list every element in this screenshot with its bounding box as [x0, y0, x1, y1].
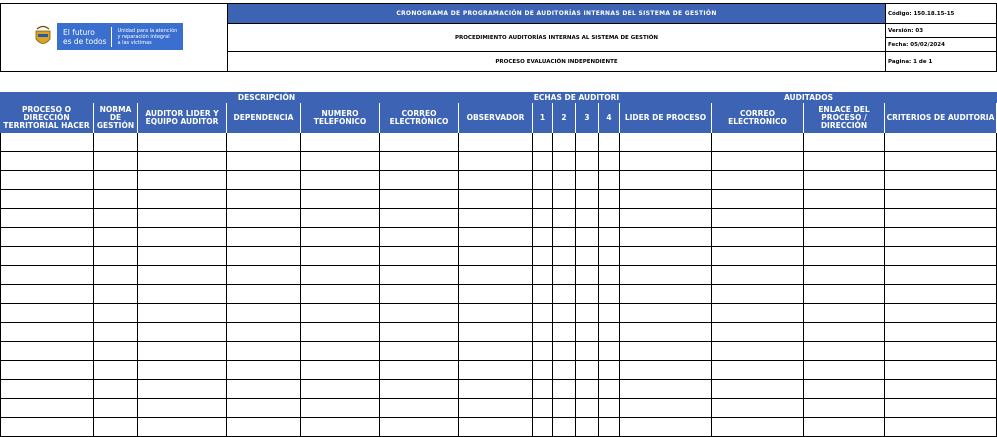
group-descripcion: DESCRIPCIÓN — [0, 92, 533, 103]
table-cell[interactable] — [599, 323, 620, 342]
table-cell[interactable] — [301, 380, 380, 399]
table-cell[interactable] — [459, 171, 533, 190]
table-cell[interactable] — [576, 399, 599, 418]
table-cell[interactable] — [576, 247, 599, 266]
table-cell[interactable] — [576, 171, 599, 190]
table-cell[interactable] — [138, 190, 227, 209]
table-cell[interactable] — [138, 380, 227, 399]
table-cell[interactable] — [94, 342, 138, 361]
logo-divider — [111, 27, 112, 47]
table-cell[interactable] — [599, 190, 620, 209]
table-cell[interactable] — [576, 266, 599, 285]
table-cell[interactable] — [553, 152, 576, 171]
table-cell[interactable] — [138, 342, 227, 361]
table-cell[interactable] — [227, 247, 301, 266]
table-cell[interactable] — [138, 285, 227, 304]
process-title: PROCESO EVALUACIÓN INDEPENDIENTE — [227, 51, 886, 72]
table-cell[interactable] — [553, 342, 576, 361]
table-cell[interactable] — [533, 304, 553, 323]
coat-of-arms-icon — [33, 25, 53, 49]
table-cell[interactable] — [380, 209, 459, 228]
table-cell[interactable] — [576, 152, 599, 171]
table-cell[interactable] — [0, 399, 94, 418]
table-cell[interactable] — [804, 304, 885, 323]
table-cell[interactable] — [599, 399, 620, 418]
column-header: 2 — [553, 103, 576, 133]
table-cell[interactable] — [301, 361, 380, 380]
column-header: NUMERO TELEFONICO — [301, 103, 380, 133]
table-cell[interactable] — [620, 285, 712, 304]
table-cell[interactable] — [620, 190, 712, 209]
table-cell[interactable] — [138, 152, 227, 171]
table-cell[interactable] — [380, 285, 459, 304]
table-cell[interactable] — [712, 418, 804, 437]
table-cell[interactable] — [459, 342, 533, 361]
table-cell[interactable] — [620, 342, 712, 361]
table-cell[interactable] — [380, 399, 459, 418]
table-cell[interactable] — [804, 285, 885, 304]
column-header: AUDITOR LIDER Y EQUIPO AUDITOR — [138, 103, 227, 133]
table-cell[interactable] — [227, 171, 301, 190]
table-cell[interactable] — [712, 133, 804, 152]
table-cell[interactable] — [804, 380, 885, 399]
table-cell[interactable] — [138, 418, 227, 437]
column-header: OBSERVADOR — [459, 103, 533, 133]
logo-banner — [57, 23, 183, 50]
table-cell[interactable] — [380, 266, 459, 285]
table-cell[interactable] — [380, 342, 459, 361]
table-cell[interactable] — [227, 304, 301, 323]
table-cell[interactable] — [804, 228, 885, 247]
table-cell[interactable] — [712, 209, 804, 228]
table-cell[interactable] — [380, 190, 459, 209]
table-cell[interactable] — [459, 304, 533, 323]
table-cell[interactable] — [620, 171, 712, 190]
table-cell[interactable] — [712, 361, 804, 380]
table-cell[interactable] — [804, 209, 885, 228]
table-cell[interactable] — [533, 152, 553, 171]
table-cell[interactable] — [94, 361, 138, 380]
table-cell[interactable] — [712, 228, 804, 247]
table-cell[interactable] — [227, 133, 301, 152]
table-cell[interactable] — [804, 190, 885, 209]
table-cell[interactable] — [0, 323, 94, 342]
table-cell[interactable] — [459, 285, 533, 304]
table-cell[interactable] — [0, 285, 94, 304]
table-cell[interactable] — [885, 152, 997, 171]
table-cell[interactable] — [0, 342, 94, 361]
table-cell[interactable] — [94, 171, 138, 190]
table-cell[interactable] — [380, 380, 459, 399]
table-cell[interactable] — [620, 304, 712, 323]
table-cell[interactable] — [712, 399, 804, 418]
table-cell[interactable] — [712, 190, 804, 209]
table-cell[interactable] — [301, 266, 380, 285]
table-cell[interactable] — [138, 266, 227, 285]
table-cell[interactable] — [138, 323, 227, 342]
table-cell[interactable] — [301, 418, 380, 437]
table-cell[interactable] — [380, 304, 459, 323]
table-cell[interactable] — [138, 171, 227, 190]
logo-line2: es de todos — [63, 36, 107, 46]
table-cell[interactable] — [94, 399, 138, 418]
table-cell[interactable] — [712, 323, 804, 342]
table-cell[interactable] — [885, 304, 997, 323]
table-cell[interactable] — [0, 247, 94, 266]
table-cell[interactable] — [553, 323, 576, 342]
column-header: CORREO ELECTRONICO — [712, 103, 804, 133]
table-cell[interactable] — [599, 247, 620, 266]
table-cell[interactable] — [804, 361, 885, 380]
table-cell[interactable] — [227, 209, 301, 228]
table-cell[interactable] — [712, 171, 804, 190]
logo-line1: El futuro — [63, 27, 95, 37]
logo-unit — [117, 28, 177, 46]
table-cell[interactable] — [553, 171, 576, 190]
procedure-title: PROCEDIMIENTO AUDITORÍAS INTERNAS AL SISTEMA DE GESTIÓN — [227, 23, 886, 52]
table-cell[interactable] — [599, 209, 620, 228]
table-cell[interactable] — [553, 285, 576, 304]
table-cell[interactable] — [712, 342, 804, 361]
table-cell[interactable] — [553, 266, 576, 285]
table-cell[interactable] — [301, 285, 380, 304]
table-cell[interactable] — [620, 361, 712, 380]
table-cell[interactable] — [227, 266, 301, 285]
logo-sub2: y reparación integral — [117, 33, 170, 40]
table-cell[interactable] — [599, 361, 620, 380]
table-cell[interactable] — [599, 285, 620, 304]
table-cell[interactable] — [138, 361, 227, 380]
table-cell[interactable] — [94, 418, 138, 437]
table-cell[interactable] — [712, 152, 804, 171]
table-cell[interactable] — [553, 380, 576, 399]
table-cell[interactable] — [885, 266, 997, 285]
table-cell[interactable] — [885, 247, 997, 266]
table-cell[interactable] — [94, 380, 138, 399]
table-cell[interactable] — [227, 323, 301, 342]
table-cell[interactable] — [0, 266, 94, 285]
table-cell[interactable] — [380, 152, 459, 171]
doc-version: Versión: 03 — [885, 23, 997, 38]
table-cell[interactable] — [533, 399, 553, 418]
table-cell[interactable] — [804, 247, 885, 266]
table-cell[interactable] — [576, 304, 599, 323]
table-cell[interactable] — [712, 266, 804, 285]
table-cell[interactable] — [804, 342, 885, 361]
table-cell[interactable] — [301, 190, 380, 209]
table-cell[interactable] — [576, 285, 599, 304]
doc-code: Código: 150.18.15-15 — [885, 3, 997, 24]
table-cell[interactable] — [301, 342, 380, 361]
logo — [33, 23, 183, 50]
table-cell[interactable] — [227, 228, 301, 247]
table-cell[interactable] — [0, 152, 94, 171]
column-header: DEPENDENCIA — [227, 103, 301, 133]
table-cell[interactable] — [553, 190, 576, 209]
table-cell[interactable] — [0, 418, 94, 437]
table-cell[interactable] — [380, 323, 459, 342]
table-cell[interactable] — [94, 266, 138, 285]
table-cell[interactable] — [553, 361, 576, 380]
column-header: PROCESO O DIRECCIÓN TERRITORIAL HACER — [0, 103, 94, 133]
table-cell[interactable] — [380, 228, 459, 247]
document-title: CRONOGRAMA DE PROGRAMACIÓN DE AUDITORÍAS INTERNAS DEL SISTEMA DE GESTIÓN — [227, 3, 886, 24]
table-cell[interactable] — [0, 171, 94, 190]
table-cell[interactable] — [138, 247, 227, 266]
table-cell[interactable] — [885, 285, 997, 304]
table-cell[interactable] — [576, 342, 599, 361]
table-cell[interactable] — [533, 380, 553, 399]
table-cell[interactable] — [576, 228, 599, 247]
table-cell[interactable] — [885, 361, 997, 380]
table-cell[interactable] — [459, 266, 533, 285]
table-cell[interactable] — [620, 418, 712, 437]
table-cell[interactable] — [459, 323, 533, 342]
doc-date: Fecha: 05/02/2024 — [885, 37, 997, 52]
table-cell[interactable] — [138, 304, 227, 323]
table-cell[interactable] — [804, 266, 885, 285]
column-header: NORMA DE GESTIÓN — [94, 103, 138, 133]
table-cell[interactable] — [380, 171, 459, 190]
table-cell[interactable] — [301, 209, 380, 228]
table-cell[interactable] — [804, 399, 885, 418]
table-cell[interactable] — [138, 209, 227, 228]
table-cell[interactable] — [553, 399, 576, 418]
table-cell[interactable] — [0, 228, 94, 247]
table-cell[interactable] — [227, 190, 301, 209]
table-cell[interactable] — [553, 133, 576, 152]
table-cell[interactable] — [94, 247, 138, 266]
table-cell[interactable] — [576, 209, 599, 228]
table-cell[interactable] — [94, 304, 138, 323]
table-cell[interactable] — [301, 152, 380, 171]
table-cell[interactable] — [533, 247, 553, 266]
table-cell[interactable] — [94, 190, 138, 209]
table-cell[interactable] — [599, 266, 620, 285]
table-cell[interactable] — [227, 399, 301, 418]
table-cell[interactable] — [459, 133, 533, 152]
table-cell[interactable] — [301, 171, 380, 190]
table-cell[interactable] — [459, 209, 533, 228]
table-cell[interactable] — [599, 380, 620, 399]
column-header: 3 — [576, 103, 599, 133]
table-cell[interactable] — [620, 133, 712, 152]
table-cell[interactable] — [599, 418, 620, 437]
table-cell[interactable] — [533, 171, 553, 190]
table-cell[interactable] — [301, 247, 380, 266]
table-cell[interactable] — [620, 399, 712, 418]
table-cell[interactable] — [885, 323, 997, 342]
logo-slogan — [63, 28, 106, 46]
table-cell[interactable] — [620, 266, 712, 285]
table-cell[interactable] — [459, 152, 533, 171]
table-cell[interactable] — [94, 133, 138, 152]
group-fechas: ECHAS DE AUDITORI — [533, 93, 620, 102]
table-cell[interactable] — [533, 418, 553, 437]
table-cell[interactable] — [94, 209, 138, 228]
table-cell[interactable] — [553, 228, 576, 247]
table-cell[interactable] — [459, 399, 533, 418]
table-cell[interactable] — [94, 152, 138, 171]
table-cell[interactable] — [712, 285, 804, 304]
doc-page: Pagina: 1 de 1 — [885, 51, 997, 72]
column-header: LIDER DE PROCESO — [620, 103, 712, 133]
table-cell[interactable] — [459, 190, 533, 209]
table-cell[interactable] — [0, 304, 94, 323]
table-cell[interactable] — [885, 342, 997, 361]
table-cell[interactable] — [533, 323, 553, 342]
table-cell[interactable] — [94, 323, 138, 342]
table-cell[interactable] — [599, 152, 620, 171]
table-cell[interactable] — [533, 228, 553, 247]
table-cell[interactable] — [804, 418, 885, 437]
table-cell[interactable] — [620, 152, 712, 171]
table-cell[interactable] — [533, 266, 553, 285]
table-cell[interactable] — [804, 133, 885, 152]
column-header: CORREO ELECTRÓNICO — [380, 103, 459, 133]
table-cell[interactable] — [459, 380, 533, 399]
column-header: 1 — [533, 103, 553, 133]
table-cell[interactable] — [599, 133, 620, 152]
table-cell[interactable] — [712, 304, 804, 323]
table-cell[interactable] — [620, 323, 712, 342]
table-cell[interactable] — [380, 361, 459, 380]
table-cell[interactable] — [380, 247, 459, 266]
table-cell[interactable] — [804, 152, 885, 171]
table-cell[interactable] — [885, 380, 997, 399]
table-cell[interactable] — [553, 304, 576, 323]
table-cell[interactable] — [885, 418, 997, 437]
table-cell[interactable] — [885, 190, 997, 209]
table-cell[interactable] — [227, 361, 301, 380]
table-cell[interactable] — [599, 228, 620, 247]
column-header: ENLACE DEL PROCESO / DIRECCIÓN — [804, 103, 885, 133]
table-cell[interactable] — [533, 361, 553, 380]
table-cell[interactable] — [553, 418, 576, 437]
table-cell[interactable] — [576, 133, 599, 152]
table-cell[interactable] — [227, 342, 301, 361]
table-cell[interactable] — [576, 418, 599, 437]
table-cell[interactable] — [0, 209, 94, 228]
logo-sub3: a las víctimas — [117, 39, 152, 46]
table-cell[interactable] — [380, 418, 459, 437]
table-cell[interactable] — [459, 418, 533, 437]
table-cell[interactable] — [138, 399, 227, 418]
table-cell[interactable] — [576, 361, 599, 380]
table-cell[interactable] — [301, 304, 380, 323]
table-cell[interactable] — [301, 323, 380, 342]
table-cell[interactable] — [599, 171, 620, 190]
table-cell[interactable] — [885, 209, 997, 228]
table-cell[interactable] — [138, 133, 227, 152]
table-cell[interactable] — [227, 418, 301, 437]
table-cell[interactable] — [227, 285, 301, 304]
table-cell[interactable] — [0, 190, 94, 209]
table-cell[interactable] — [804, 323, 885, 342]
table-cell[interactable] — [459, 361, 533, 380]
logo-sub1: Unidad para la atención — [117, 27, 178, 34]
table-cell[interactable] — [885, 399, 997, 418]
table-cell[interactable] — [0, 361, 94, 380]
table-cell[interactable] — [712, 247, 804, 266]
table-cell[interactable] — [576, 380, 599, 399]
table-cell[interactable] — [620, 228, 712, 247]
table-cell[interactable] — [885, 171, 997, 190]
column-header: 4 — [599, 103, 620, 133]
table-cell[interactable] — [533, 209, 553, 228]
table-cell[interactable] — [301, 133, 380, 152]
table-cell[interactable] — [620, 247, 712, 266]
table-cell[interactable] — [553, 209, 576, 228]
table-cell[interactable] — [533, 342, 553, 361]
table-cell[interactable] — [885, 228, 997, 247]
group-auditados: AUDITADOS — [620, 92, 997, 103]
table-cell[interactable] — [599, 304, 620, 323]
table-cell[interactable] — [599, 342, 620, 361]
table-cell[interactable] — [533, 285, 553, 304]
table-cell[interactable] — [712, 380, 804, 399]
table-cell[interactable] — [533, 133, 553, 152]
table-cell[interactable] — [94, 285, 138, 304]
table-cell[interactable] — [620, 209, 712, 228]
table-cell[interactable] — [620, 380, 712, 399]
table-cell[interactable] — [804, 171, 885, 190]
table-cell[interactable] — [553, 247, 576, 266]
table-cell[interactable] — [576, 323, 599, 342]
column-header: CRITERIOS DE AUDITORIA — [885, 103, 997, 133]
table-cell[interactable] — [380, 133, 459, 152]
table-cell[interactable] — [227, 380, 301, 399]
table-cell[interactable] — [138, 228, 227, 247]
table-cell[interactable] — [227, 152, 301, 171]
table-cell[interactable] — [885, 133, 997, 152]
table-cell[interactable] — [459, 228, 533, 247]
table-cell[interactable] — [459, 247, 533, 266]
table-cell[interactable] — [301, 228, 380, 247]
table-cell[interactable] — [301, 399, 380, 418]
table-cell[interactable] — [94, 228, 138, 247]
table-cell[interactable] — [533, 190, 553, 209]
table-cell[interactable] — [0, 380, 94, 399]
table-cell[interactable] — [576, 190, 599, 209]
table-cell[interactable] — [0, 133, 94, 152]
logo-cell — [0, 3, 228, 72]
